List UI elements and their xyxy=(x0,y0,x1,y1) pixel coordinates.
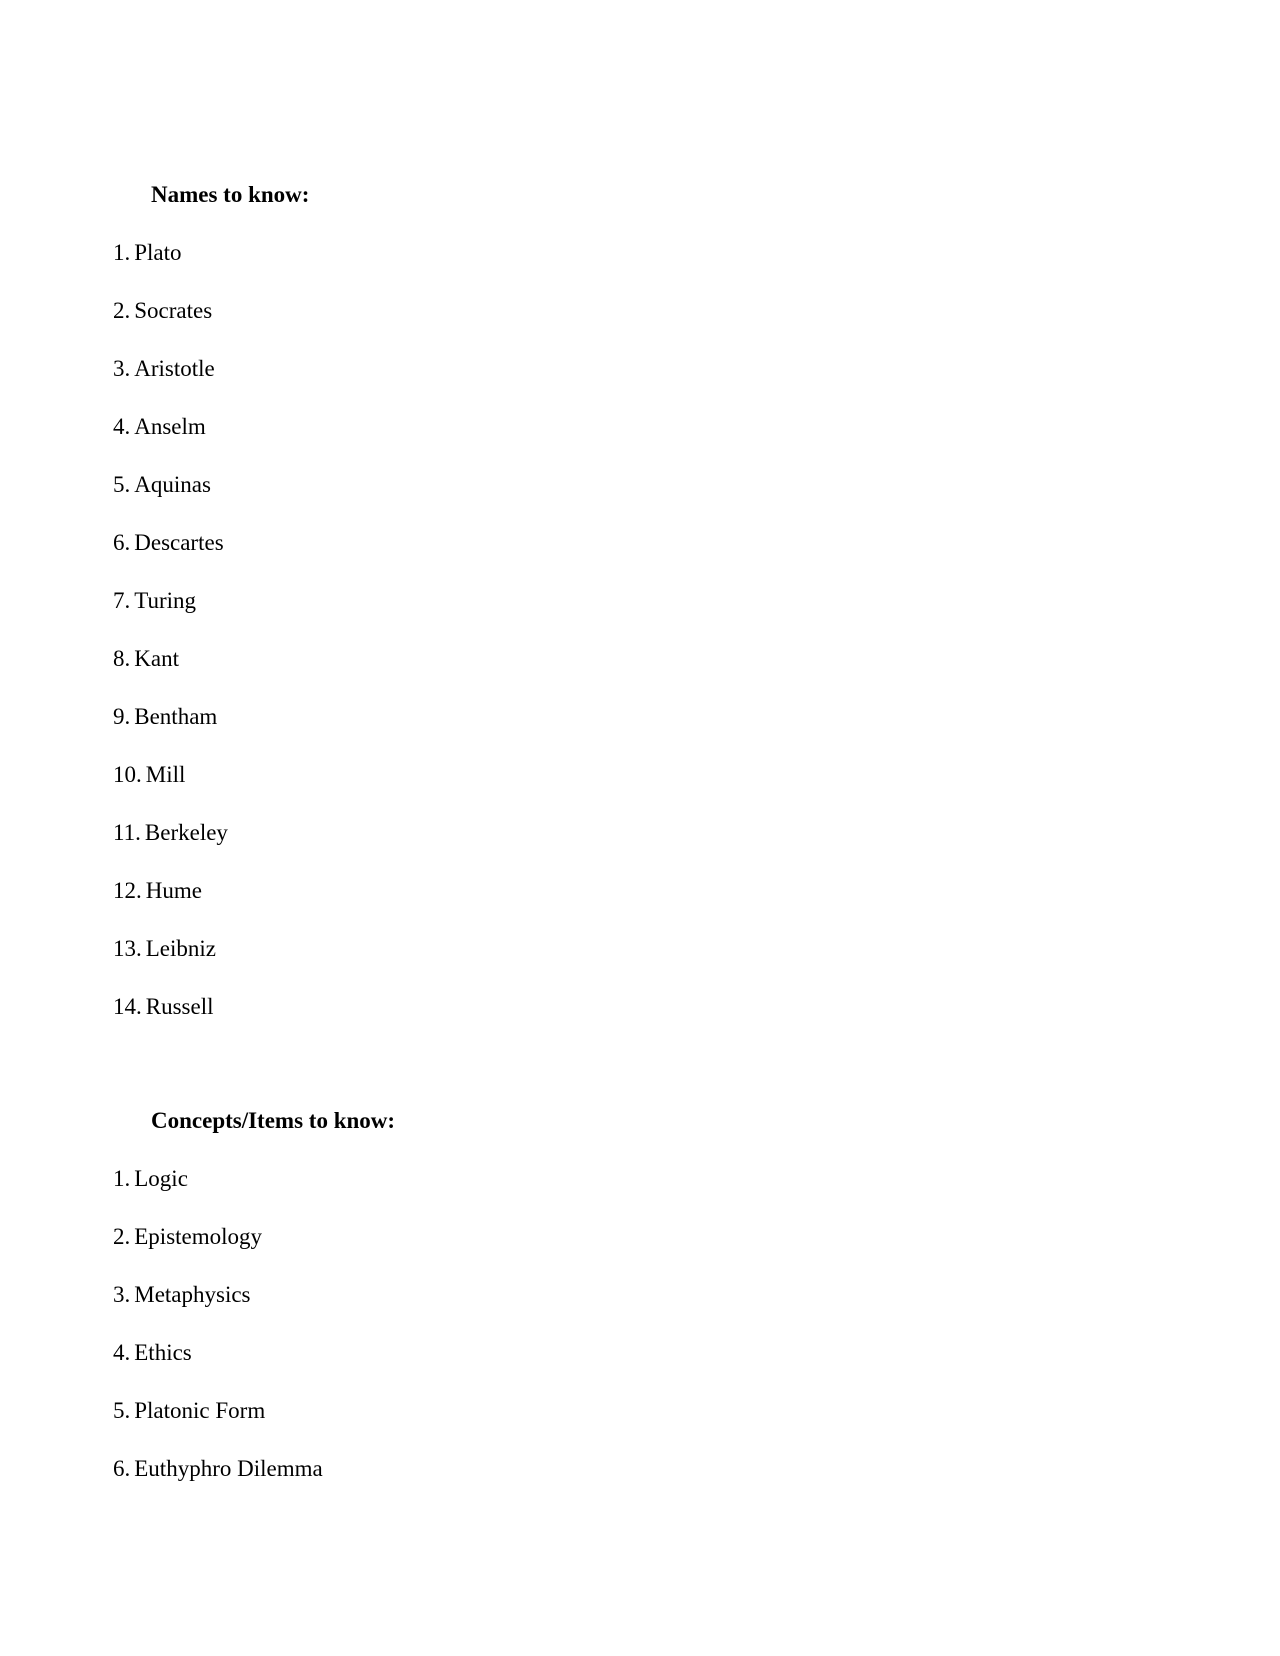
list-number: 11. xyxy=(113,820,141,845)
list-text: Euthyphro Dilemma xyxy=(134,1456,323,1481)
list-text: Platonic Form xyxy=(134,1398,266,1423)
list-number: 5. xyxy=(113,472,131,497)
list-item xyxy=(113,1454,323,1512)
list-number: 4. xyxy=(113,1340,131,1365)
list-item xyxy=(113,412,228,470)
list-item xyxy=(113,1338,323,1396)
list-text: Leibniz xyxy=(145,936,216,961)
list-item xyxy=(113,586,228,644)
list-item xyxy=(113,1222,323,1280)
list-number: 10. xyxy=(113,762,142,787)
list-text: Logic xyxy=(134,1166,188,1191)
list-text: Plato xyxy=(134,240,182,265)
list-number: 2. xyxy=(113,298,131,323)
list-item xyxy=(113,644,228,702)
list-text: Mill xyxy=(145,762,186,787)
list-item xyxy=(113,1396,323,1454)
list-item xyxy=(113,876,228,934)
list-text: Epistemology xyxy=(134,1224,263,1249)
list-text: Metaphysics xyxy=(134,1282,251,1307)
list-item xyxy=(113,470,228,528)
list-number: 7. xyxy=(113,588,131,613)
list-item xyxy=(113,992,228,1050)
names-list xyxy=(113,238,228,1050)
list-number: 3. xyxy=(113,1282,131,1307)
list-text: Russell xyxy=(145,994,214,1019)
list-text: Descartes xyxy=(134,530,224,555)
list-number: 3. xyxy=(113,356,131,381)
list-item xyxy=(113,934,228,992)
list-number: 12. xyxy=(113,878,142,903)
list-number: 9. xyxy=(113,704,131,729)
concepts-heading: Concepts/Items to know: xyxy=(151,1108,396,1133)
list-item xyxy=(113,818,228,876)
list-text: Turing xyxy=(134,588,197,613)
list-text: Berkeley xyxy=(144,820,228,845)
list-text: Bentham xyxy=(134,704,218,729)
names-heading: Names to know: xyxy=(151,182,310,207)
list-number: 6. xyxy=(113,1456,131,1481)
list-number: 5. xyxy=(113,1398,131,1423)
list-number: 14. xyxy=(113,994,142,1019)
list-item xyxy=(113,760,228,818)
list-item xyxy=(113,702,228,760)
list-item xyxy=(113,354,228,412)
list-text: Kant xyxy=(134,646,179,671)
list-number: 1. xyxy=(113,1166,131,1191)
list-number: 6. xyxy=(113,530,131,555)
list-item xyxy=(113,1280,323,1338)
list-item xyxy=(113,238,228,296)
list-text: Hume xyxy=(145,878,202,903)
list-item xyxy=(113,296,228,354)
list-text: Socrates xyxy=(134,298,213,323)
list-text: Anselm xyxy=(134,414,206,439)
list-item xyxy=(113,528,228,586)
concepts-list xyxy=(113,1164,323,1512)
list-item xyxy=(113,1164,323,1222)
list-number: 4. xyxy=(113,414,131,439)
list-number: 8. xyxy=(113,646,131,671)
list-text: Aquinas xyxy=(134,472,211,497)
list-text: Ethics xyxy=(134,1340,192,1365)
list-number: 2. xyxy=(113,1224,131,1249)
list-text: Aristotle xyxy=(134,356,215,381)
list-number: 1. xyxy=(113,240,131,265)
list-number: 13. xyxy=(113,936,142,961)
